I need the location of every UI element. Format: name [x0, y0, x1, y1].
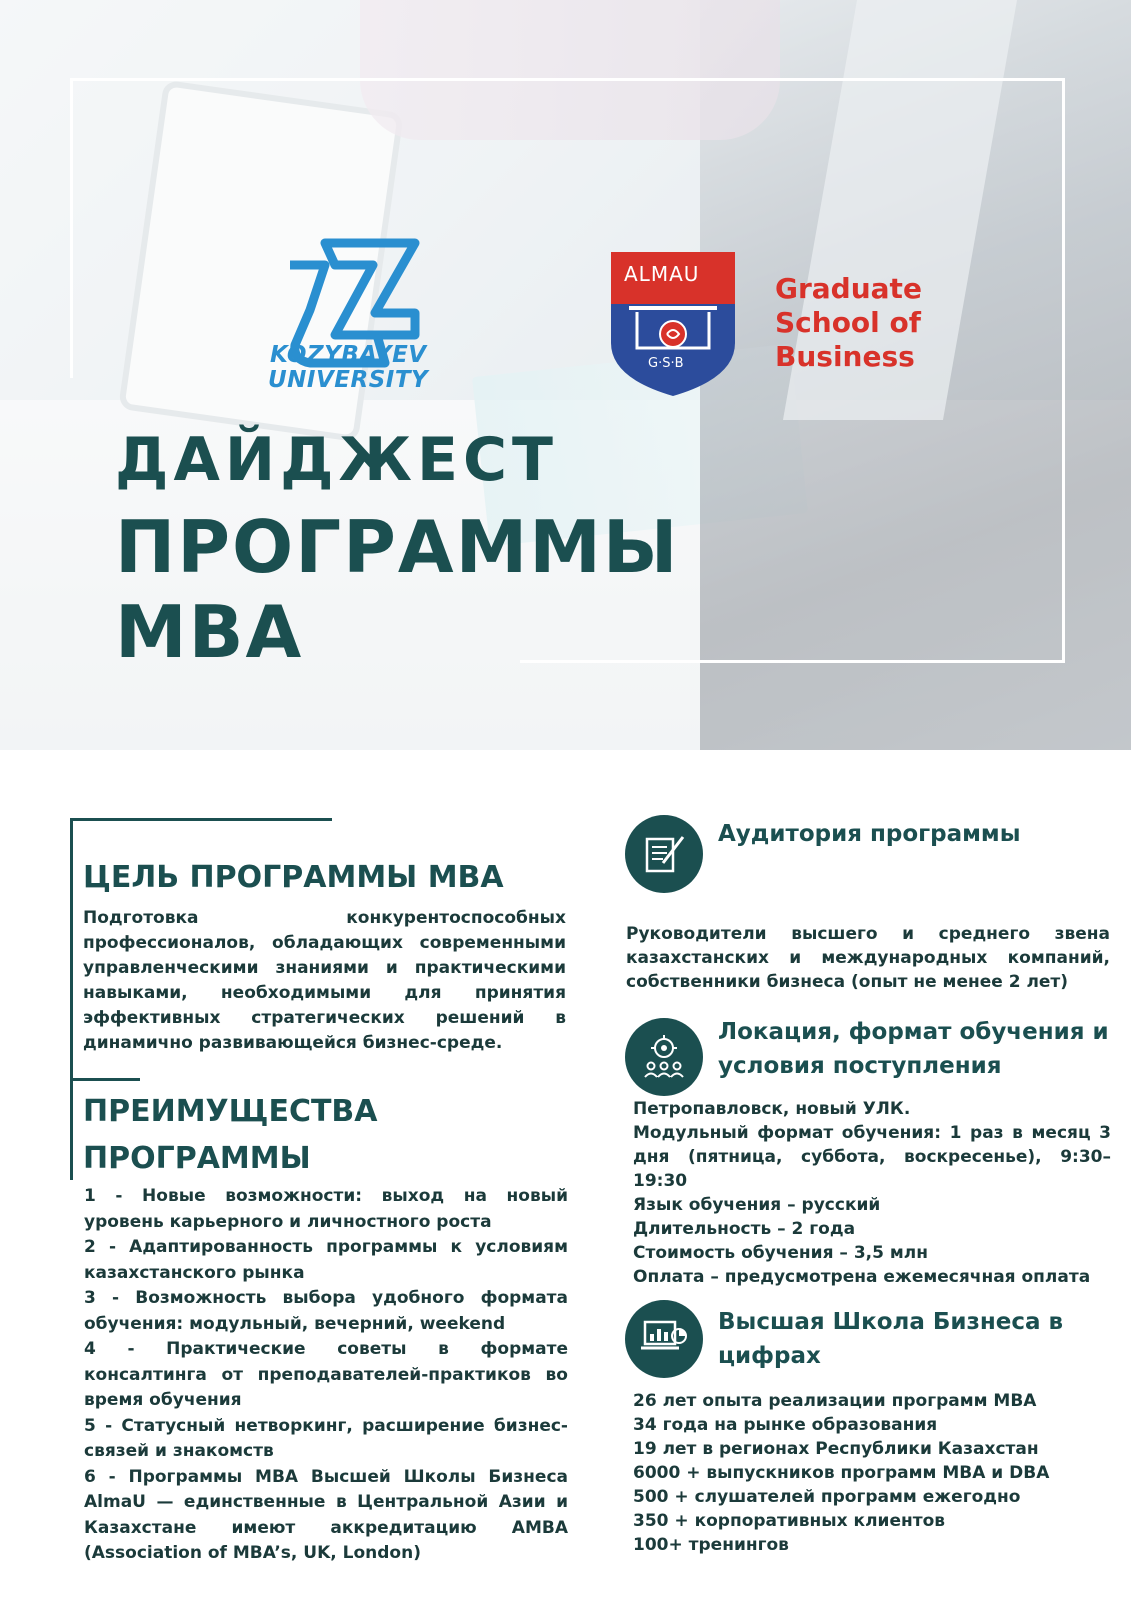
location-title-line-2: условия поступления: [718, 1053, 1002, 1079]
location-icon-circle: [625, 1018, 703, 1096]
advantage-item-6: 6 - Программы МВА Высшей Школы Бизнеса AlmaU — единственные в Центральной Азии и Казахстане имеют аккредитацию АМВА (Association of MBA’s, UK, London): [84, 1466, 568, 1563]
gsb-line-2: School of: [775, 306, 921, 339]
location-line-5: Стоимость обучения – 3,5 млн: [633, 1243, 928, 1263]
audience-title: Аудитория программы: [718, 821, 1021, 847]
gsb-line-1: Graduate: [775, 272, 922, 305]
kozybayev-text-2: UNIVERSITY: [268, 367, 429, 393]
kozybayev-text-1: KOZYBAYEV: [270, 342, 427, 368]
hero-title-line-1: ДАЙДЖЕСТ: [115, 425, 558, 495]
location-line-6: Оплата – предусмотрена ежемесячная оплата: [633, 1267, 1091, 1287]
goal-bracket-left: [70, 818, 73, 1078]
numbers-title-line-1: Высшая Школа Бизнеса в: [718, 1309, 1064, 1335]
numbers-line-5: 500 + слушателей программ ежегодно: [633, 1487, 1021, 1507]
numbers-line-7: 100+ тренингов: [633, 1535, 789, 1555]
advantages-bracket-left: [70, 1080, 73, 1180]
frame-right: [1062, 78, 1065, 663]
location-line-1: Петропавловск, новый УЛК.: [633, 1099, 911, 1119]
advantage-item-5: 5 - Статусный нетворкинг, расширение бизнес-связей и знакомств: [84, 1415, 568, 1461]
advantages-list: [84, 1184, 568, 1567]
gsb-line-3: Business: [775, 340, 915, 373]
advantages-title-line-2: ПРОГРАММЫ: [83, 1141, 311, 1176]
advantages-title: [83, 1088, 378, 1182]
target-team-icon: [639, 1032, 689, 1082]
audience-text: Руководители высшего и среднего звена казахстанских и международных компаний, собственники бизнеса (опыт не менее 2 лет): [626, 924, 1110, 992]
location-title: [718, 1015, 1109, 1083]
goal-bracket-top: [70, 818, 332, 821]
frame-top: [70, 78, 1065, 81]
numbers-icon-circle: [625, 1300, 703, 1378]
goal-text: Подготовка конкурентоспособных профессионалов, обладающих современными управленческими знаниями и практическими навыками, необходимыми для принятия эффективных стратегических решений в динамично развивающейся бизнес-среде.: [83, 908, 566, 1053]
numbers-title-line-2: цифрах: [718, 1343, 821, 1369]
gsb-logo-text: [775, 272, 922, 374]
frame-bottom: [520, 660, 1065, 663]
hero-banner: [0, 0, 1131, 750]
almau-text: ALMAU: [624, 262, 700, 286]
advantage-item-3: 3 - Возможность выбора удобного формата обучения: модульный, вечерний, weekend: [84, 1288, 568, 1334]
advantages-bracket-top: [70, 1078, 140, 1081]
numbers-line-6: 350 + корпоративных клиентов: [633, 1511, 946, 1531]
numbers-text: [633, 1389, 1111, 1557]
numbers-line-2: 34 года на рынке образования: [633, 1415, 938, 1435]
numbers-line-1: 26 лет опыта реализации программ МВА: [633, 1391, 1037, 1411]
goal-title: ЦЕЛЬ ПРОГРАММЫ МВА: [83, 860, 504, 895]
audience-icon-circle: [625, 815, 703, 893]
advantage-item-1: 1 - Новые возможности: выход на новый уровень карьерного и личностного роста: [84, 1186, 568, 1232]
hero-title-line-2: ПРОГРАММЫ: [115, 505, 680, 589]
location-line-2: Модульный формат обучения: 1 раз в месяц 3 дня (пятница, суббота, воскресенье), 9:30–19:30: [633, 1123, 1111, 1191]
document-pen-icon: [639, 829, 689, 879]
location-line-4: Длительность – 2 года: [633, 1219, 856, 1239]
advantage-item-4: 4 - Практические советы в формате консалтинга от преподавателей-практиков во время обучения: [84, 1339, 568, 1410]
numbers-title: [718, 1305, 1063, 1373]
advantage-item-2: 2 - Адаптированность программы к условиям казахстанского рынка: [84, 1237, 568, 1283]
numbers-line-3: 19 лет в регионах Республики Казахстан: [633, 1439, 1039, 1459]
location-title-line-1: Локация, формат обучения и: [718, 1019, 1109, 1045]
advantages-title-line-1: ПРЕИМУЩЕСТВА: [83, 1094, 378, 1129]
location-text: [633, 1097, 1111, 1289]
almau-sub: G·S·B: [648, 356, 684, 371]
hero-title-line-3: МВА: [115, 590, 304, 674]
laptop-chart-icon: [639, 1314, 689, 1364]
location-line-3: Язык обучения – русский: [633, 1195, 881, 1215]
frame-left: [70, 78, 73, 378]
numbers-line-4: 6000 + выпускников программ МВА и DBA: [633, 1463, 1050, 1483]
